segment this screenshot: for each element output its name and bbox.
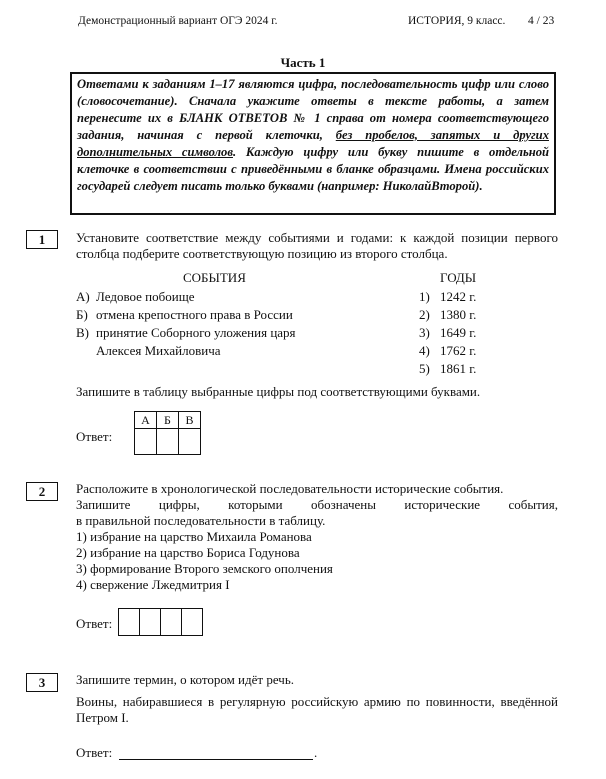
answer-cell[interactable] — [161, 609, 182, 636]
answer-letter-v: В — [179, 412, 201, 429]
task-1-events-list — [76, 288, 296, 360]
year-item: 2) 1380 г. — [419, 307, 477, 322]
task-2-answer-label: Ответ: — [76, 616, 113, 631]
task-1-text: Установите соответствие между событиями и годами: к каждой позиции первого столбца подберите соответствующую позицию из второго столбца. — [76, 230, 558, 261]
event-item: Алексея Михайловича — [96, 343, 221, 358]
task-1-number: 1 — [26, 230, 58, 249]
year-item: 1) 1242 г. — [419, 289, 477, 304]
task-2-answer-table — [118, 608, 203, 636]
answer-cell[interactable] — [119, 609, 140, 636]
answer-letter-b: Б — [157, 412, 179, 429]
task-1-answer-table — [134, 411, 201, 455]
task-1-events-header: СОБЫТИЯ — [183, 270, 246, 285]
task-1-answer-label: Ответ: — [76, 429, 113, 444]
answer-cell[interactable] — [182, 609, 203, 636]
answer-cell[interactable] — [179, 429, 201, 455]
list-item: 2) избрание на царство Бориса Годунова — [76, 545, 300, 560]
task-2-line: Запишите цифры, которыми обозначены исторические события, — [76, 497, 558, 512]
task-2-text — [76, 481, 558, 593]
list-item: 1) избрание на царство Михаила Романова — [76, 529, 312, 544]
task-3-answer-line[interactable] — [119, 759, 313, 760]
task-2-line: Расположите в хронологической последовательности исторические события. — [76, 481, 504, 496]
year-item: 3) 1649 г. — [419, 325, 477, 340]
task-3-answer-label: Ответ: — [76, 745, 113, 760]
instructions-underlined: без пробелов, запятых и других дополнительных символов — [77, 128, 549, 159]
event-item: А) Ледовое побоище — [76, 289, 195, 304]
event-item: Б) отмена крепостного права в России — [76, 307, 293, 322]
answer-cell[interactable] — [140, 609, 161, 636]
instructions-text-1: Ответами к заданиям 1–17 являются цифра, последовательность цифр или слово (словосочетание). Сначала укажите ответы в тексте работы, а затем перенесите их в БЛАНК ОТВЕТОВ № 1 справа от номера соответствующего задания, начиная с первой клеточки, — [77, 77, 549, 142]
header-exam-title: Демонстрационный вариант ОГЭ 2024 г. — [78, 15, 278, 27]
task-3-text: Воины, набиравшиеся в регулярную российскую армию по повинности, введённой Петром I. — [76, 694, 558, 725]
header-subject: ИСТОРИЯ, 9 класс. — [408, 15, 506, 27]
task-1-table-instruction: Запишите в таблицу выбранные цифры под соответствующими буквами. — [76, 384, 481, 399]
answer-cell[interactable] — [135, 429, 157, 455]
task-3-prompt: Запишите термин, о котором идёт речь. — [76, 672, 294, 687]
part-title: Часть 1 — [280, 55, 326, 70]
answer-cell[interactable] — [157, 429, 179, 455]
task-3-number: 3 — [26, 673, 58, 692]
task-2-line: в правильной последовательности в таблицу. — [76, 513, 326, 528]
list-item: 3) формирование Второго земского ополчения — [76, 561, 333, 576]
year-item: 4) 1762 г. — [419, 343, 477, 358]
header-page-number: 4 / 23 — [528, 15, 555, 27]
task-3-answer-period: . — [314, 745, 318, 760]
task-1-years-header: ГОДЫ — [440, 270, 477, 285]
event-item: В) принятие Соборного уложения царя — [76, 325, 296, 340]
year-item: 5) 1861 г. — [419, 361, 477, 376]
answer-letter-a: А — [135, 412, 157, 429]
task-2-number: 2 — [26, 482, 58, 501]
instructions-text-2: . Каждую цифру или букву пишите в отдельной клеточке в соответствии с приведёнными в бланке образцами. Имена российских государей следует писать только буквами (например: НиколайВторой). — [77, 145, 550, 193]
list-item: 4) свержение Лжедмитрия I — [76, 577, 230, 592]
task-1-years-list — [419, 288, 476, 378]
instructions-box — [70, 72, 556, 215]
